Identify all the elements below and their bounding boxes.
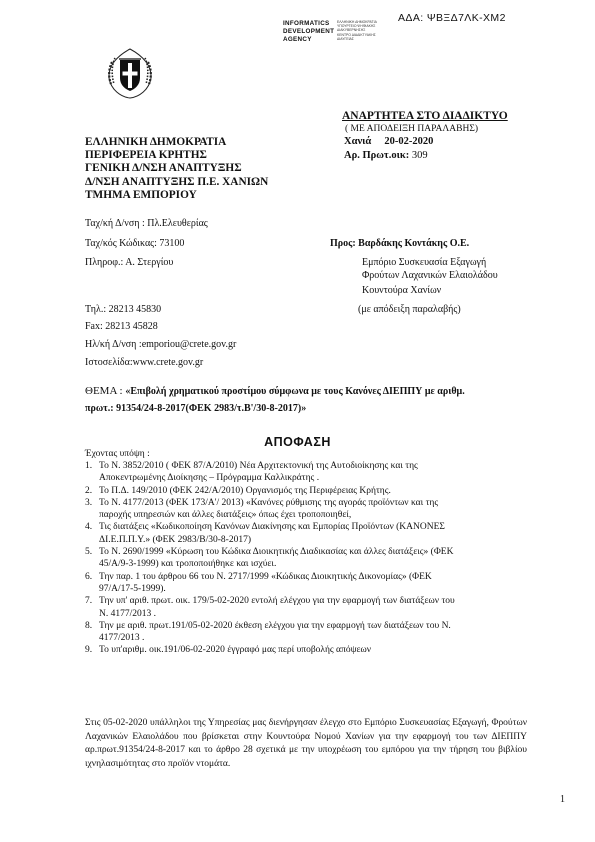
date: 20-02-2020: [384, 136, 434, 147]
logo-line: DEVELOPMENT: [283, 28, 335, 35]
intro-text: Έχοντας υπόψη :: [85, 449, 150, 459]
list-item: 1. Το Ν. 3852/2010 ( ΦΕΚ 87/Α/2010) Νέα Αρχιτεκτονική της Αυτοδιοίκησης και της Αποκεντρωμένης Διοίκησης – Πρόγραμμα Καλλικράτης .: [85, 461, 418, 484]
subject-line-2: [85, 402, 306, 414]
page-number: 1: [560, 794, 565, 805]
logo-small-line: ΔΙΑΚΥΒΕΡΝΗΣΗΣ: [337, 28, 366, 33]
logo-small-text: [337, 20, 377, 41]
authority-line: ΤΜΗΜΑ ΕΜΠΟΡΙΟΥ: [85, 188, 197, 201]
considerations-list: [85, 460, 525, 657]
authority-line: ΠΕΡΙΦΕΡΕΙΑ ΚΡΗΤΗΣ: [85, 149, 207, 162]
authority-line: Δ/ΝΣΗ ΑΝΑΠΤΥΞΗΣ Π.Ε. ΧΑΝΙΩΝ: [85, 175, 269, 188]
list-item: 4. Τις διατάξεις «Κωδικοποίηση Κανόνων Διακίνησης και Εμπορίας Προϊόντων (ΚΑΝΟΝΕΣ ΔΙ.Ε.Π.Π.Υ.» (ΦΕΚ 2983/Β/30-8-2017): [85, 522, 445, 545]
recipient-line: Κουντούρα Χανίων: [362, 285, 442, 296]
contact-website: Ιστοσελίδα:www.crete.gov.gr: [85, 357, 204, 368]
logo-line: INFORMATICS: [283, 20, 330, 27]
city: Χανιά: [344, 136, 372, 147]
logo-line: AGENCY: [283, 36, 312, 43]
authority-block: [85, 136, 268, 202]
contact-phone: Τηλ.: 28213 45830: [85, 304, 162, 315]
logo-small-line: ΚΕΝΤΡΟ ΔΙΑΔΙΚΤΥΑΚΗΣ: [337, 32, 376, 37]
list-item: 3. Το Ν. 4177/2013 (ΦΕΚ 173/Α'/ 2013) «Κανόνες ρύθμισης της αγοράς προϊόντων και της παροχής υπηρεσιών και άλλες διατάξεις» όπως έχει τροποποιηθεί,: [85, 497, 439, 521]
logo-text: [283, 20, 334, 44]
list-item: 2. Το Π.Δ. 149/2010 (ΦΕΚ 242/Α/2010) Οργανισμός της Περιφέρειας Κρήτης.: [85, 485, 391, 496]
body-paragraph: Στις 05-02-2020 υπάλληλοι της Υπηρεσίας μας διενήργησαν έλεγχο στο Εμπόριο Συσκευασίας Εξαγωγή, Φρούτων Λαχανικών Ελαιολάδου που βρίσκεται στην Κουντούρα Νομού Χανίων για την εφαρμογή του των ΔΙΕΠΠΥ αρ.πρωτ.91354/24-8-2017 και το άρθρο 28 σχετικά με την υποχρέωση του εμπόρου για την τήρηση του βιβλίου ιχνηλασιμότητας στο προϊόν ντομάτα.: [85, 718, 527, 769]
list-item: 8. Την με αριθ. πρωτ.191/05-02-2020 έκθεση ελέγχου για την εφαρμογή των διατάξεων του Ν. 4177/2013 .: [85, 620, 451, 644]
protocol-label: Αρ. Πρωτ.οικ:: [344, 150, 410, 161]
contact-email: Ηλ/κή Δ/νση :emporiou@crete.gov.gr: [85, 339, 237, 350]
subject-text: «Επιβολή χρηματικού προστίμου σύμφωνα με τους Κανόνες ΔΙΕΠΠΥ με αριθμ.: [125, 386, 465, 397]
logo-small-line: ΔΙΑΥΓΕΙΑΣ: [337, 36, 354, 41]
logo-small-line: ΕΛΛΗΝΙΚΗ ΔΗΜΟΚΡΑΤΙΑ: [337, 20, 377, 24]
list-item: 6. Την παρ. 1 του άρθρου 66 του Ν. 2717/1999 «Κώδικας Διοικητικής Δικονομίας» (ΦΕΚ 97/Α/17-5-1999).: [85, 571, 432, 594]
list-item: 9. Το υπ'αριθμ. οικ.191/06-02-2020 έγγραφό μας περί υποβολής απόψεων: [85, 645, 372, 656]
subject-label: ΘΕΜΑ :: [85, 385, 126, 397]
ada-code: ΑΔΑ: ΨΒΞΔ7ΛΚ-ΧΜ2: [398, 12, 506, 24]
contact-address: Ταχ/κή Δ/νση : Πλ.Ελευθερίας: [85, 218, 208, 229]
subject-line-1: [85, 385, 465, 397]
list-item: 7. Την υπ' αριθ. πρωτ. οικ. 179/5-02-2020 εντολή ελέγχου για την εφαρμογή των διατάξεων του Ν. 4177/2013 .: [85, 596, 455, 619]
protocol-value: 309: [411, 150, 428, 161]
authority-line: ΓΕΝΙΚΗ Δ/ΝΣΗ ΑΝΑΠΤΥΞΗΣ: [85, 162, 242, 175]
recipient-name: Προς: Βαρδάκης Κοντάκης Ο.Ε.: [330, 238, 470, 249]
posting-subtitle: ( ΜΕ ΑΠΟΔΕΙΞΗ ΠΑΡΑΛΑΒΗΣ): [345, 124, 479, 134]
recipient-note: (με απόδειξη παραλαβής): [358, 304, 461, 315]
contact-info: Πληροφ.: Α. Στεργίου: [85, 257, 174, 268]
contact-fax: Fax: 28213 45828: [85, 321, 158, 332]
list-item: 5. Το Ν. 2690/1999 «Κύρωση του Κώδικα Διοικητικής Διαδικασίας και άλλες διατάξεις» (ΦΕΚ 45/Α/9-3-1999) και τροποποιήθηκε και ισχύει.: [85, 547, 454, 570]
posting-notice: ΑΝΑΡΤΗΤΕΑ ΣΤΟ ΔΙΑΔΙΚΤΥΟ: [342, 110, 508, 122]
subject-text-cont: πρωτ.: 91354/24-8-2017(ΦΕΚ 2983/τ.Β'/30-8-2017)»: [85, 403, 307, 414]
city-date: [344, 136, 433, 147]
greek-emblem-icon: [103, 46, 157, 100]
recipient-line: Φρούτων Λαχανικών Ελαιολάδου: [362, 270, 498, 281]
protocol-number: [344, 150, 428, 161]
logo-small-line: ΥΠΟΥΡΓΕΙΟ ΨΗΦΙΑΚΗΣ: [337, 24, 376, 29]
decision-title: ΑΠΟΦΑΣΗ: [264, 435, 331, 449]
recipient-line: Εμπόριο Συσκευασία Εξαγωγή: [362, 257, 487, 268]
contact-postcode: Ταχ/κός Κώδικας: 73100: [85, 238, 185, 249]
authority-line: ΕΛΛΗΝΙΚΗ ΔΗΜΟΚΡΑΤΙΑ: [85, 136, 227, 148]
